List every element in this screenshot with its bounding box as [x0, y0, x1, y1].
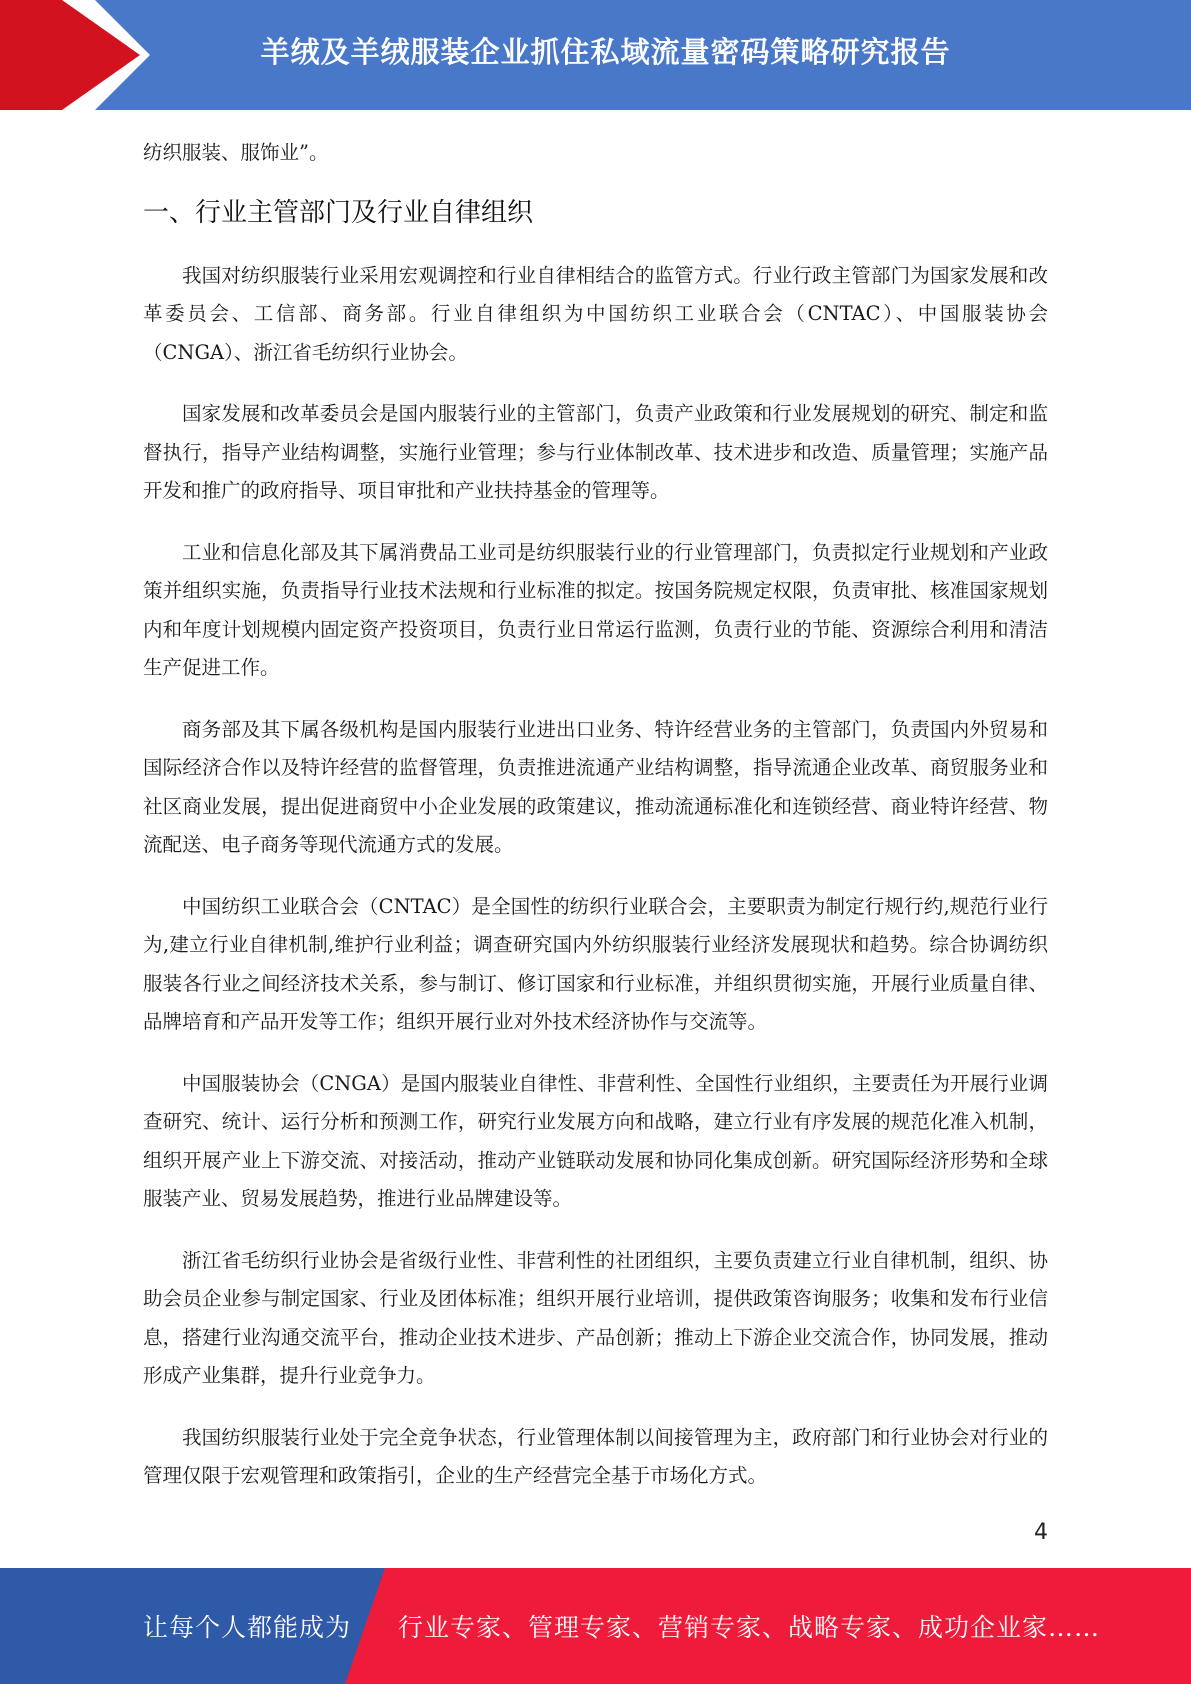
paragraph-8: 我国纺织服装行业处于完全竞争状态，行业管理体制以间接管理为主，政府部门和行业协会对行业的管理仅限于宏观管理和政策指引，企业的生产经营完全基于市场化方式。 — [143, 1425, 1048, 1487]
section-heading: 一、行业主管部门及行业自律组织 — [143, 197, 534, 228]
footer-slogan-left: 让每个人都能成为 — [143, 1613, 352, 1642]
paragraph-6: 中国服装协会（CNGA）是国内服装业自律性、非营利性、全国性行业组织，主要责任为开展行业调查研究、统计、运行分析和预测工作，研究行业发展方向和战略，建立行业有序发展的规范化准入机制，组织开展产业上下游交流、对接活动，推动产业链联动发展和协同化集成创新。研究国际经济形势和全球服装产业、贸易发展趋势，推进行业品牌建设等。 — [143, 1071, 1048, 1210]
report-title: 羊绒及羊绒服装企业抓住私域流量密码策略研究报告 — [260, 34, 951, 69]
paragraph-5: 中国纺织工业联合会（CNTAC）是全国性的纺织行业联合会，主要职责为制定行规行约,规范行业行为,建立行业自律机制,维护行业利益；调查研究国内外纺织服装行业经济发展现状和趋势。综合协调纺织服装各行业之间经济技术关系，参与制订、修订国家和行业标准，并组织贯彻实施，开展行业质量自律、品牌培育和产品开发等工作；组织开展行业对外技术经济协作与交流等。 — [143, 894, 1048, 1033]
paragraph-1: 我国对纺织服装行业采用宏观调控和行业自律相结合的监管方式。行业行政主管部门为国家发展和改革委员会、工信部、商务部。行业自律组织为中国纺织工业联合会（CNTAC）、中国服装协会（CNGA）、浙江省毛纺织行业协会。 — [143, 263, 1048, 364]
paragraph-2: 国家发展和改革委员会是国内服装行业的主管部门，负责产业政策和行业发展规划的研究、制定和监督执行，指导产业结构调整，实施行业管理；参与行业体制改革、技术进步和改造、质量管理；实施产品开发和推广的政府指导、项目审批和产业扶持基金的管理等。 — [143, 402, 1048, 502]
page-number: 4 — [1034, 1520, 1048, 1545]
paragraph-7: 浙江省毛纺织行业协会是省级行业性、非营利性的社团组织，主要负责建立行业自律机制，组织、协助会员企业参与制定国家、行业及团体标准；组织开展行业培训，提供政策咨询服务；收集和发布行业信息，搭建行业沟通交流平台，推动企业技术进步、产品创新；推动上下游企业交流合作，协同发展，推动形成产业集群，提升行业竞争力。 — [143, 1248, 1048, 1387]
header-chevron-icon — [0, 0, 160, 110]
footer-slogan-right: 行业专家、管理专家、营销专家、战略专家、成功企业家…… — [398, 1613, 1101, 1642]
footer-band — [0, 1568, 1191, 1684]
header-band — [0, 0, 1191, 110]
document-body — [143, 134, 1048, 1496]
paragraph-3: 工业和信息化部及其下属消费品工业司是纺织服装行业的行业管理部门，负责拟定行业规划和产业政策并组织实施，负责指导行业技术法规和行业标准的拟定。按国务院规定权限，负责审批、核准国家规划内和年度计划规模内固定资产投资项目，负责行业日常运行监测，负责行业的节能、资源综合利用和清洁生产促进工作。 — [143, 540, 1048, 679]
intro-line: 纺织服装、服饰业”。 — [143, 141, 329, 164]
paragraph-4: 商务部及其下属各级机构是国内服装行业进出口业务、特许经营业务的主管部门，负责国内外贸易和国际经济合作以及特许经营的监督管理，负责推进流通产业结构调整，指导流通企业改革、商贸服务业和社区商业发展，提出促进商贸中小企业发展的政策建议，推动流通标准化和连锁经营、商业特许经营、物流配送、电子商务等现代流通方式的发展。 — [143, 717, 1048, 856]
